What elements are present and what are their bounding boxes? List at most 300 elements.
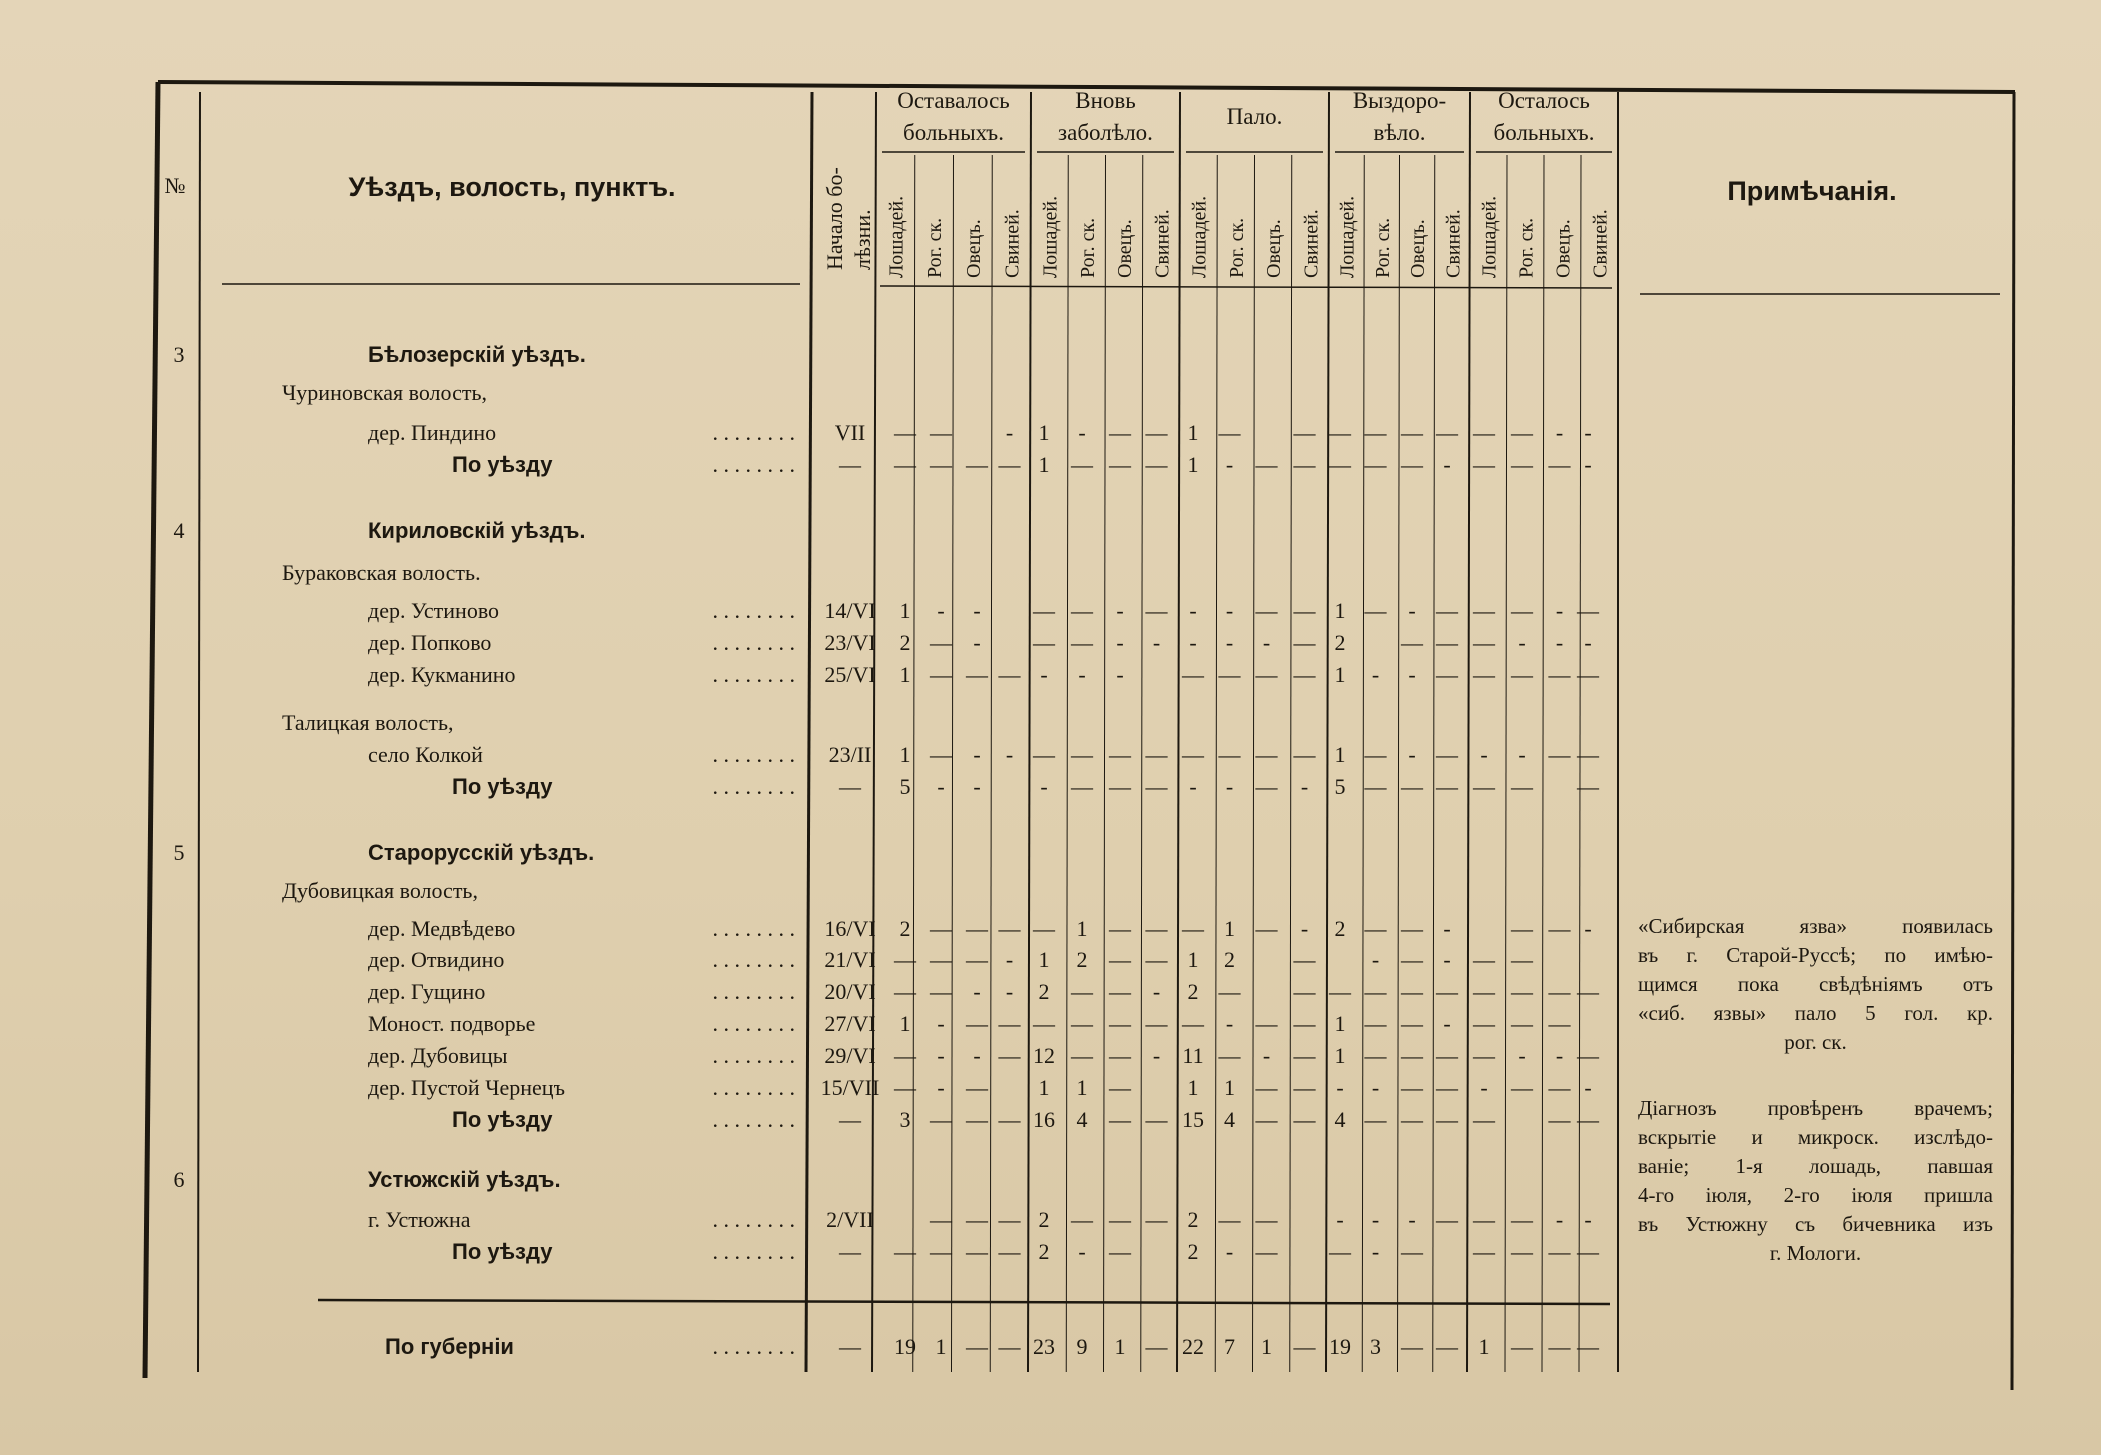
- data-cell: -: [1300, 916, 1309, 941]
- data-cell: —: [1255, 1075, 1278, 1100]
- group-header: заболѣло.: [1058, 120, 1153, 145]
- left-rule: [145, 82, 158, 1378]
- data-cell: 1: [1038, 947, 1050, 972]
- data-cell: -: [1152, 630, 1161, 655]
- data-cell: —: [930, 742, 952, 767]
- data-cell: —: [1436, 742, 1458, 767]
- data-cell: —: [1401, 1107, 1423, 1132]
- start-date: 16/VI: [824, 916, 876, 941]
- data-cell: —: [1293, 452, 1316, 477]
- data-cell: —: [1071, 452, 1093, 477]
- data-cell: —: [1548, 1334, 1571, 1359]
- data-cell: 1: [1334, 742, 1346, 767]
- data-cell: -: [1225, 452, 1234, 477]
- data-cell: —: [1071, 774, 1093, 799]
- data-cell: —: [966, 452, 988, 477]
- section-number: 5: [173, 840, 185, 865]
- data-cell: —: [1071, 598, 1093, 623]
- volost-label: Бураковская волость.: [282, 560, 481, 585]
- data-cell: —: [894, 420, 916, 445]
- uezd-heading: Бѣлозерскій уѣздъ.: [368, 342, 586, 367]
- data-cell: —: [1255, 1239, 1278, 1264]
- data-cell: -: [1262, 630, 1271, 655]
- start-date: 23/VI: [824, 630, 876, 655]
- data-cell: 1: [1187, 1075, 1199, 1100]
- place-label: дер. Дубовицы: [368, 1043, 508, 1068]
- start-date: —: [839, 1239, 861, 1264]
- data-cell: —: [1145, 1207, 1168, 1232]
- data-cell: —: [1255, 1011, 1278, 1036]
- data-cell: -: [1371, 947, 1380, 972]
- animal-header: Свиней.: [1589, 209, 1612, 278]
- data-cell: —: [1109, 916, 1131, 941]
- data-cell: —: [1033, 630, 1055, 655]
- data-cell: —: [966, 1011, 988, 1036]
- data-cell: —: [1109, 947, 1131, 972]
- data-cell: -: [1555, 1043, 1564, 1068]
- data-cell: —: [1511, 452, 1533, 477]
- data-cell: -: [1480, 742, 1488, 767]
- data-cell: -: [1336, 1207, 1344, 1232]
- data-cell: -: [1116, 598, 1124, 623]
- data-cell: -: [973, 774, 981, 799]
- dot-leader: . . . . . . . .: [712, 1107, 795, 1132]
- dot-leader: . . . . . . . .: [712, 979, 795, 1004]
- data-cell: —: [1436, 1075, 1458, 1100]
- data-cell: —: [1577, 742, 1599, 767]
- data-cell: —: [1293, 1107, 1316, 1132]
- data-cell: —: [1401, 1011, 1423, 1036]
- data-cell: -: [1040, 774, 1048, 799]
- dot-leader: . . . . . . . .: [712, 662, 795, 687]
- data-cell: —: [1145, 452, 1168, 477]
- place-label: Моност. подворье: [368, 1011, 536, 1036]
- data-cell: -: [1443, 947, 1451, 972]
- data-cell: -: [973, 1043, 981, 1068]
- dot-leader: . . . . . . . .: [712, 916, 795, 941]
- data-cell: —: [930, 452, 952, 477]
- animal-column-rule: [1505, 155, 1507, 1372]
- data-cell: —: [1364, 420, 1387, 445]
- data-cell: —: [998, 1207, 1021, 1232]
- data-cell: -: [1371, 1075, 1380, 1100]
- data-cell: —: [1401, 452, 1423, 477]
- dot-leader: . . . . . . . .: [712, 630, 795, 655]
- data-cell: —: [1145, 774, 1168, 799]
- group-header: Оставалось: [897, 88, 1010, 113]
- data-cell: —: [894, 1239, 916, 1264]
- group-header: больныхъ.: [1493, 120, 1595, 145]
- data-cell: —: [1401, 774, 1423, 799]
- start-date: 14/VI: [824, 598, 876, 623]
- data-cell: —: [998, 1334, 1021, 1359]
- data-cell: —: [1329, 452, 1351, 477]
- data-cell: 5: [1334, 774, 1346, 799]
- data-cell: —: [1436, 662, 1458, 687]
- animal-column-rule: [913, 155, 915, 1372]
- note-diagnosis: Діагнозъ провѣренъ врачемъ; вскрытіе и микроск. изслѣдо- ваніе; 1-я лошадь, павшая 4-го іюля, 2-го іюля пришла въ Устюжну съ бичевника изъ г. Мологи.: [1638, 1096, 1993, 1265]
- data-cell: —: [1218, 420, 1241, 445]
- data-cell: —: [894, 452, 916, 477]
- data-cell: —: [1145, 1107, 1168, 1132]
- data-cell: 2: [1076, 947, 1088, 972]
- dot-leader: . . . . . . . .: [712, 1011, 795, 1036]
- data-cell: —: [1293, 662, 1316, 687]
- data-cell: —: [1182, 1011, 1204, 1036]
- data-cell: 22: [1182, 1334, 1204, 1359]
- data-cell: —: [1145, 598, 1168, 623]
- data-cell: 1: [1187, 947, 1199, 972]
- data-cell: 7: [1224, 1334, 1235, 1359]
- data-cell: —: [1436, 1334, 1458, 1359]
- data-cell: —: [1218, 742, 1241, 767]
- animal-header: Свиней.: [1300, 209, 1323, 278]
- header-notes: Примѣчанія.: [1727, 176, 1897, 206]
- data-cell: -: [1408, 742, 1416, 767]
- data-cell: —: [930, 662, 952, 687]
- group-rule: [1028, 92, 1031, 1372]
- data-cell: —: [1511, 1334, 1533, 1359]
- data-cell: —: [1293, 1334, 1316, 1359]
- data-cell: -: [1078, 420, 1086, 445]
- data-cell: —: [1109, 1011, 1131, 1036]
- header-start-1: Начало бо-: [822, 167, 847, 270]
- start-date: 29/VI: [824, 1043, 876, 1068]
- data-cell: —: [1255, 774, 1278, 799]
- data-cell: —: [1473, 662, 1495, 687]
- data-cell: -: [1189, 774, 1197, 799]
- data-cell: 2: [1187, 1207, 1199, 1232]
- data-cell: 19: [894, 1334, 916, 1359]
- uezd-total-label: По уѣзду: [452, 774, 553, 799]
- data-cell: —: [1033, 916, 1055, 941]
- data-cell: —: [1473, 1207, 1495, 1232]
- dot-leader: . . . . . . . .: [712, 598, 795, 623]
- start-column-rule: [872, 92, 876, 1372]
- data-cell: —: [1577, 774, 1599, 799]
- data-cell: 1: [1334, 1043, 1346, 1068]
- data-cell: 2: [1187, 1239, 1199, 1264]
- data-cell: —: [1473, 947, 1495, 972]
- data-cell: -: [1518, 1043, 1526, 1068]
- data-cell: —: [1109, 1075, 1131, 1100]
- data-cell: 5: [899, 774, 911, 799]
- data-cell: —: [1511, 598, 1533, 623]
- data-cell: -: [1584, 452, 1592, 477]
- dot-leader: . . . . . . . .: [712, 452, 795, 477]
- dot-leader: . . . . . . . .: [712, 742, 795, 767]
- data-cell: —: [1364, 742, 1387, 767]
- data-cell: —: [1577, 1239, 1599, 1264]
- data-cell: —: [1109, 420, 1131, 445]
- animal-header: Овецъ.: [962, 219, 985, 278]
- data-cell: —: [966, 916, 988, 941]
- data-cell: -: [1584, 420, 1592, 445]
- data-cell: —: [1436, 1207, 1458, 1232]
- place-label: г. Устюжна: [368, 1207, 471, 1232]
- data-cell: —: [894, 1043, 916, 1068]
- data-cell: —: [1577, 662, 1599, 687]
- data-cell: —: [1473, 420, 1495, 445]
- group-rule: [1177, 92, 1180, 1372]
- data-cell: -: [1189, 630, 1197, 655]
- data-cell: 1: [1334, 1011, 1346, 1036]
- animal-header: Рог. ск.: [924, 217, 947, 278]
- data-cell: -: [1300, 774, 1309, 799]
- data-cell: —: [1473, 1043, 1495, 1068]
- data-cell: —: [894, 947, 916, 972]
- data-cell: —: [1577, 979, 1599, 1004]
- place-label: дер. Устиново: [368, 598, 500, 623]
- data-cell: -: [1555, 598, 1564, 623]
- data-cell: —: [1364, 774, 1387, 799]
- animal-column-rule: [1104, 155, 1106, 1372]
- note-siberian-plague: «Сибирская язва» появилась въ г. Старой-Руссѣ; по имѣю- щимся пока свѣдѣніямъ отъ «сиб. язвы» пало 5 гол. кр. рог. ск.: [1638, 914, 1993, 1054]
- data-cell: -: [937, 774, 945, 799]
- animal-header: Свиней.: [1442, 209, 1465, 278]
- data-cell: —: [1364, 598, 1387, 623]
- data-cell: —: [1071, 1207, 1093, 1232]
- data-cell: —: [1364, 1011, 1387, 1036]
- data-cell: —: [1548, 1075, 1571, 1100]
- animal-column-rule: [1433, 155, 1435, 1372]
- group-rule: [1467, 92, 1470, 1372]
- animal-column-rule: [1141, 155, 1143, 1372]
- animal-header-bottom: [880, 286, 1612, 288]
- data-cell: —: [1218, 662, 1241, 687]
- data-cell: —: [1182, 916, 1204, 941]
- data-cell: —: [1071, 630, 1093, 655]
- place-column-rule: [806, 92, 812, 1372]
- data-cell: —: [1364, 916, 1387, 941]
- data-cell: —: [1401, 1043, 1423, 1068]
- data-cell: 2: [899, 630, 911, 655]
- data-cell: -: [1116, 662, 1124, 687]
- uezd-total-label: По уѣзду: [452, 452, 553, 477]
- data-cell: -: [1518, 742, 1526, 767]
- animal-column-rule: [1290, 155, 1292, 1372]
- data-cell: —: [1473, 979, 1495, 1004]
- data-cell: —: [966, 1207, 988, 1232]
- data-cell: —: [1329, 1239, 1351, 1264]
- data-cell: 1: [1224, 1075, 1235, 1100]
- data-cell: 1: [1334, 662, 1346, 687]
- data-cell: 15: [1182, 1107, 1204, 1132]
- data-cell: —: [1255, 916, 1278, 941]
- dot-leader: . . . . . . . .: [712, 420, 795, 445]
- data-cell: —: [998, 1011, 1021, 1036]
- data-cell: —: [1255, 742, 1278, 767]
- group-header: Выздоро-: [1352, 88, 1447, 113]
- data-cell: —: [1548, 916, 1571, 941]
- start-date: 21/VI: [824, 947, 876, 972]
- dot-leader: . . . . . . . .: [712, 1043, 795, 1068]
- data-cell: —: [930, 1207, 952, 1232]
- data-cell: —: [1109, 1107, 1131, 1132]
- data-cell: 1: [1187, 452, 1199, 477]
- data-cell: -: [1078, 662, 1086, 687]
- data-cell: 2: [1038, 1207, 1050, 1232]
- data-cell: —: [1364, 452, 1387, 477]
- data-cell: -: [1040, 662, 1048, 687]
- data-cell: —: [1071, 1043, 1093, 1068]
- data-cell: -: [1371, 1239, 1380, 1264]
- group-header: Вновь: [1075, 88, 1136, 113]
- data-cell: —: [1218, 1207, 1241, 1232]
- data-cell: —: [1109, 452, 1131, 477]
- data-cell: 11: [1182, 1043, 1204, 1068]
- volost-label: Дубовицкая волость,: [282, 878, 478, 903]
- section-number: 6: [173, 1167, 185, 1192]
- data-cell: —: [930, 916, 952, 941]
- data-cell: -: [1408, 598, 1416, 623]
- data-cell: -: [1584, 1207, 1592, 1232]
- data-cell: -: [1225, 774, 1234, 799]
- data-cell: —: [1255, 1107, 1278, 1132]
- data-cell: —: [1255, 1207, 1278, 1232]
- data-cell: —: [1473, 598, 1495, 623]
- place-label: дер. Медвѣдево: [368, 916, 516, 941]
- data-cell: —: [1364, 979, 1387, 1004]
- header-number: №: [164, 173, 186, 198]
- data-cell: -: [1225, 598, 1234, 623]
- data-cell: 2: [1334, 916, 1346, 941]
- data-cell: -: [1371, 1207, 1380, 1232]
- data-cell: —: [1218, 1043, 1241, 1068]
- animal-column-rule: [1398, 155, 1400, 1372]
- place-label: дер. Гущино: [368, 979, 486, 1004]
- data-cell: —: [1548, 742, 1571, 767]
- animal-header: Овецъ.: [1407, 219, 1430, 278]
- data-cell: —: [1548, 452, 1571, 477]
- data-cell: —: [1511, 1239, 1533, 1264]
- data-cell: —: [998, 1043, 1021, 1068]
- data-cell: 1: [1076, 916, 1088, 941]
- data-cell: 2: [1038, 979, 1050, 1004]
- header-place: Уѣздъ, волость, пунктъ.: [348, 172, 676, 202]
- data-cell: -: [1005, 742, 1014, 767]
- uezd-heading: Устюжскій уѣздъ.: [368, 1167, 561, 1192]
- data-cell: —: [1511, 947, 1533, 972]
- data-cell: -: [1480, 1075, 1488, 1100]
- data-cell: 1: [1334, 598, 1346, 623]
- data-cell: 1: [899, 662, 911, 687]
- data-cell: —: [1401, 1075, 1423, 1100]
- data-cell: -: [1152, 979, 1161, 1004]
- header-start-2: лѣзни.: [850, 209, 875, 270]
- data-cell: -: [937, 598, 945, 623]
- data-cell: —: [1145, 742, 1168, 767]
- place-label: дер. Пиндино: [368, 420, 497, 445]
- data-cell: —: [1577, 1334, 1599, 1359]
- place-label: дер. Пустой Чернецъ: [368, 1075, 565, 1100]
- data-cell: -: [1584, 916, 1592, 941]
- animal-header: Рог. ск.: [1515, 217, 1538, 278]
- section-number: 3: [173, 342, 185, 367]
- data-cell: -: [1336, 1075, 1344, 1100]
- start-date: VII: [834, 420, 866, 445]
- data-cell: —: [1145, 1334, 1168, 1359]
- data-cell: -: [1408, 662, 1416, 687]
- data-cell: -: [1152, 1043, 1161, 1068]
- data-cell: —: [1511, 916, 1533, 941]
- data-cell: —: [1293, 598, 1316, 623]
- animal-header: Лошадей.: [1188, 195, 1211, 278]
- start-date: 20/VI: [824, 979, 876, 1004]
- data-cell: -: [1005, 420, 1014, 445]
- data-cell: —: [1109, 742, 1131, 767]
- data-cell: 1: [899, 1011, 911, 1036]
- data-cell: 3: [1370, 1334, 1381, 1359]
- data-cell: -: [1262, 1043, 1271, 1068]
- start-date: —: [839, 452, 861, 477]
- animal-header: Рог. ск.: [1225, 217, 1248, 278]
- data-cell: —: [1511, 1207, 1533, 1232]
- uezd-total-label: По уѣзду: [452, 1107, 553, 1132]
- data-cell: —: [1473, 452, 1495, 477]
- data-cell: -: [973, 979, 981, 1004]
- animal-header: Лошадей.: [1478, 195, 1501, 278]
- data-cell: -: [973, 742, 981, 767]
- data-cell: —: [1329, 979, 1351, 1004]
- data-cell: —: [1293, 1043, 1316, 1068]
- data-cell: —: [894, 979, 916, 1004]
- data-cell: —: [966, 662, 988, 687]
- data-cell: —: [1548, 979, 1571, 1004]
- data-cell: —: [1293, 1011, 1316, 1036]
- place-label: село Колкой: [368, 742, 483, 767]
- data-cell: 1: [1076, 1075, 1088, 1100]
- data-cell: —: [966, 1107, 988, 1132]
- data-cell: -: [1555, 1207, 1564, 1232]
- data-cell: —: [998, 1239, 1021, 1264]
- data-cell: -: [1189, 598, 1197, 623]
- data-cell: —: [1436, 979, 1458, 1004]
- data-cell: —: [1255, 452, 1278, 477]
- group-header: Пало.: [1226, 104, 1283, 129]
- start-date: 15/VII: [820, 1075, 880, 1100]
- animal-column-rule: [1542, 155, 1544, 1372]
- data-cell: —: [1511, 1075, 1533, 1100]
- dot-leader: . . . . . . . .: [712, 774, 795, 799]
- right-rule: [2012, 92, 2014, 1390]
- data-cell: 12: [1033, 1043, 1055, 1068]
- data-cell: 23: [1033, 1334, 1055, 1359]
- data-cell: -: [973, 630, 981, 655]
- data-cell: —: [966, 1334, 988, 1359]
- data-cell: —: [1255, 662, 1278, 687]
- animal-column-rule: [1253, 155, 1255, 1372]
- dot-leader: . . . . . . . .: [712, 1075, 795, 1100]
- data-cell: 1: [1261, 1334, 1272, 1359]
- data-cell: —: [1473, 1239, 1495, 1264]
- animal-column-rule: [1215, 155, 1217, 1372]
- data-cell: 1: [1187, 420, 1199, 445]
- section-number: 4: [173, 518, 185, 543]
- data-cell: -: [1005, 947, 1014, 972]
- data-cell: —: [930, 1239, 952, 1264]
- dot-leader: . . . . . . . .: [712, 1207, 795, 1232]
- data-cell: 9: [1076, 1334, 1088, 1359]
- data-cell: 1: [1038, 1075, 1050, 1100]
- data-cell: -: [1078, 1239, 1086, 1264]
- data-cell: 1: [1114, 1334, 1126, 1359]
- data-cell: —: [1548, 662, 1571, 687]
- data-cell: —: [1293, 979, 1316, 1004]
- data-cell: —: [966, 947, 988, 972]
- data-cell: -: [1225, 1239, 1234, 1264]
- data-cell: —: [1071, 742, 1093, 767]
